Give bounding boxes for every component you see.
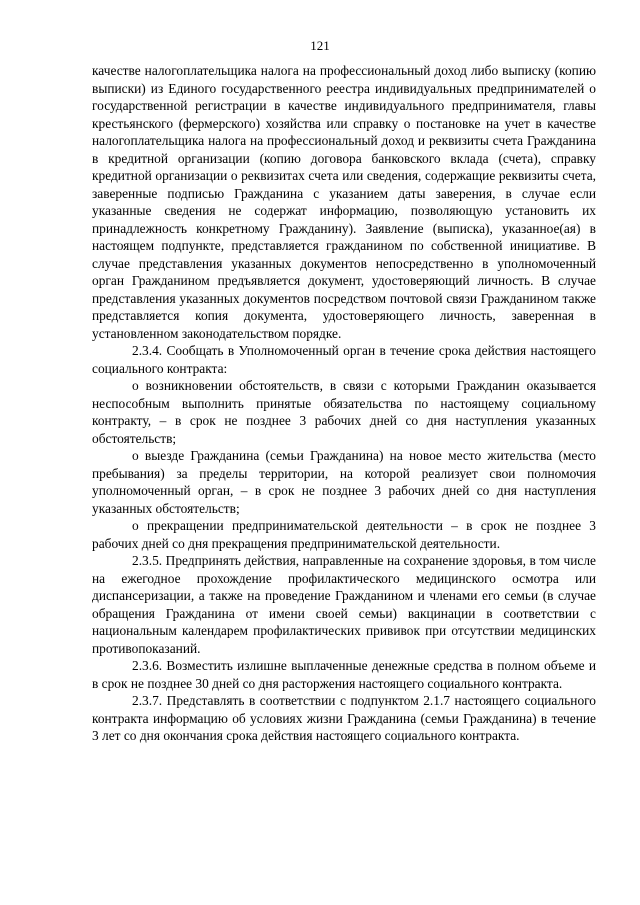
paragraph-termination: о прекращении предпринимательской деятельности – в срок не позднее 3 рабочих дней со дня прекращения предпринимательской деятельности.	[92, 518, 596, 551]
paragraph-2-3-4: 2.3.4. Сообщать в Уполномоченный орган в течение срока действия настоящего социального контракта:	[92, 343, 596, 376]
paragraph-relocation: о выезде Гражданина (семьи Гражданина) на новое место жительства (место пребывания) за пределы территории, на которой реализует свои полномочия уполномоченный орган, – в срок не позднее 3 рабочих дней со дня наступления указанных обстоятельств;	[92, 448, 596, 516]
document-body	[92, 62, 596, 745]
paragraph-continuation: качестве налогоплательщика налога на профессиональный доход либо выписку (копию выписки) из Единого государственного реестра индивидуальных предпринимателей о государственной регистрации в качестве индивидуального предпринимателя, главы крестьянского (фермерского) хозяйства или справку о постановке на учет в качестве налогоплательщика налога на профессиональный доход и реквизиты счета Гражданина в кредитной организации (копию договора банковского вклада (счета), справку кредитной организации о реквизитах счета или сведения, содержащие реквизиты счета, заверенные подписью Гражданина с указанием даты заверения, в случае если указанные сведения не содержат информацию, позволяющую установить их принадлежность конкретному Гражданину). Заявление (выписка), указанное(ая) в настоящем подпункте, представляется гражданином по собственной инициативе. В случае представления указанных документов непосредственно в уполномоченный орган Гражданином предъявляется документ, удостоверяющий личность. В случае представления указанных документов посредством почтовой связи Гражданином также представляется копия документа, удостоверяющего личность, заверенная в установленном законодательством порядке.	[92, 63, 596, 341]
paragraph-2-3-6: 2.3.6. Возместить излишне выплаченные денежные средства в полном объеме и в срок не позднее 30 дней со дня расторжения настоящего социального контракта.	[92, 658, 596, 691]
page-number: 121	[310, 38, 330, 53]
paragraph-2-3-7: 2.3.7. Представлять в соответствии с подпунктом 2.1.7 настоящего социального контракта информацию об условиях жизни Гражданина (семьи Гражданина) в течение 3 лет со дня окончания срока действия настоящего социального контракта.	[92, 693, 596, 743]
paragraph-2-3-5: 2.3.5. Предпринять действия, направленные на сохранение здоровья, в том числе на ежегодное прохождение профилактического медицинского осмотра или диспансеризации, а также на проведение Гражданином и членами его семьи (в случае обращения Гражданина от имени своей семьи) вакцинации в соответствии с национальным календарем профилактических прививок при отсутствии медицинских противопоказаний.	[92, 553, 596, 656]
paragraph-circumstances: о возникновении обстоятельств, в связи с которыми Гражданин оказывается неспособным выполнить принятые обязательства по настоящему социальному контракту, – в срок не позднее 3 рабочих дней со дня наступления указанных обстоятельств;	[92, 378, 596, 446]
